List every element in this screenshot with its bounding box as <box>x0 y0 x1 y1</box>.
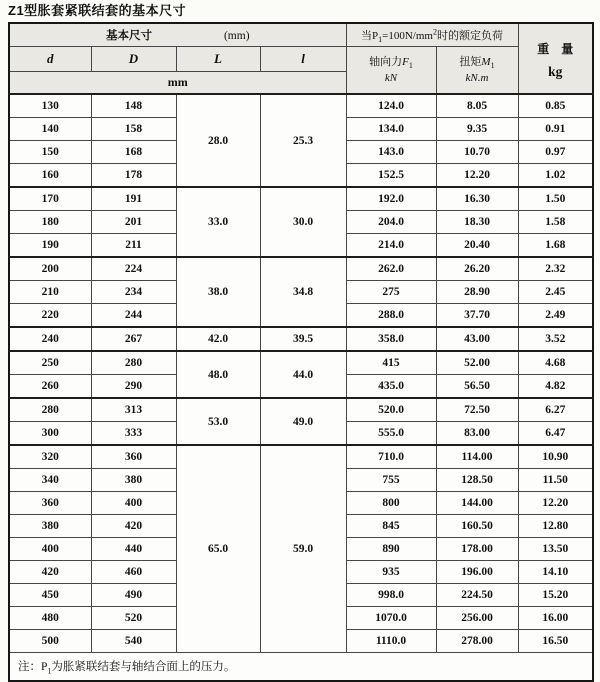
page <box>0 3 600 682</box>
axial-force-label <box>347 54 436 70</box>
cell-D: 440 <box>91 538 176 561</box>
cell-weight: 11.50 <box>518 469 593 492</box>
table-row <box>9 257 593 281</box>
cell-torque: 10.70 <box>436 141 518 164</box>
cell-torque: 144.00 <box>436 492 518 515</box>
cell-L: 48.0 <box>176 351 260 398</box>
cell-d: 250 <box>9 351 91 375</box>
cell-axial-force: 755 <box>346 469 436 492</box>
cell-torque: 256.00 <box>436 607 518 630</box>
cell-L: 38.0 <box>176 257 260 327</box>
cell-D: 168 <box>91 141 176 164</box>
cell-axial-force: 1110.0 <box>346 630 436 653</box>
cell-d: 180 <box>9 211 91 234</box>
cell-D: 313 <box>91 398 176 422</box>
cell-weight: 4.68 <box>518 351 593 375</box>
cell-d: 400 <box>9 538 91 561</box>
table-row <box>9 398 593 422</box>
cell-D: 490 <box>91 584 176 607</box>
header-torque <box>436 47 518 95</box>
cell-D: 224 <box>91 257 176 281</box>
cell-D: 234 <box>91 281 176 304</box>
cell-d: 300 <box>9 422 91 446</box>
cell-d: 220 <box>9 304 91 328</box>
cell-torque: 114.00 <box>436 445 518 469</box>
cell-torque: 160.50 <box>436 515 518 538</box>
pressure-subscript: 1 <box>378 35 383 45</box>
weight-unit: kg <box>548 63 563 79</box>
cell-torque: 37.70 <box>436 304 518 328</box>
cell-axial-force: 710.0 <box>346 445 436 469</box>
cell-weight: 13.50 <box>518 538 593 561</box>
cell-torque: 224.50 <box>436 584 518 607</box>
cell-d: 170 <box>9 187 91 211</box>
cell-axial-force: 800 <box>346 492 436 515</box>
cell-axial-force: 998.0 <box>346 584 436 607</box>
mm-squared-superscript: 2 <box>432 27 437 37</box>
table-body <box>9 94 593 653</box>
header-row-2 <box>9 47 593 72</box>
header-row-1 <box>9 23 593 47</box>
cell-axial-force: 935 <box>346 561 436 584</box>
torque-label <box>437 54 518 70</box>
rated-load-equation: =100N/mm <box>382 30 433 42</box>
table-row <box>9 327 593 351</box>
cell-weight: 10.90 <box>518 445 593 469</box>
cell-torque: 52.00 <box>436 351 518 375</box>
cell-weight: 0.85 <box>518 94 593 118</box>
cell-D: 360 <box>91 445 176 469</box>
header-col-D: D <box>91 47 176 72</box>
cell-axial-force: 1070.0 <box>346 607 436 630</box>
cell-d: 190 <box>9 234 91 258</box>
cell-l: 44.0 <box>260 351 346 398</box>
cell-weight: 12.20 <box>518 492 593 515</box>
cell-D: 380 <box>91 469 176 492</box>
header-col-l: l <box>260 47 346 72</box>
cell-l: 39.5 <box>260 327 346 351</box>
cell-d: 150 <box>9 141 91 164</box>
cell-torque: 83.00 <box>436 422 518 446</box>
cell-axial-force: 124.0 <box>346 94 436 118</box>
cell-weight: 14.10 <box>518 561 593 584</box>
cell-weight: 1.50 <box>518 187 593 211</box>
cell-D: 280 <box>91 351 176 375</box>
cell-axial-force: 204.0 <box>346 211 436 234</box>
cell-D: 460 <box>91 561 176 584</box>
cell-d: 450 <box>9 584 91 607</box>
table-row <box>9 351 593 375</box>
cell-D: 420 <box>91 515 176 538</box>
note-pressure-subscript: 1 <box>47 666 52 676</box>
header-col-d: d <box>9 47 91 72</box>
cell-axial-force: 275 <box>346 281 436 304</box>
axial-force-subscript: 1 <box>408 61 413 71</box>
cell-l: 25.3 <box>260 94 346 187</box>
cell-weight: 3.52 <box>518 327 593 351</box>
cell-d: 140 <box>9 118 91 141</box>
cell-axial-force: 143.0 <box>346 141 436 164</box>
axial-force-unit: kN <box>384 72 398 84</box>
cell-d: 340 <box>9 469 91 492</box>
spec-table <box>8 22 594 682</box>
cell-D: 201 <box>91 211 176 234</box>
table-row <box>9 187 593 211</box>
cell-L: 42.0 <box>176 327 260 351</box>
table-row <box>9 445 593 469</box>
cell-axial-force: 358.0 <box>346 327 436 351</box>
cell-l: 49.0 <box>260 398 346 445</box>
cell-torque: 278.00 <box>436 630 518 653</box>
cell-l: 59.0 <box>260 445 346 653</box>
torque-subscript: 1 <box>490 61 495 71</box>
cell-weight: 1.68 <box>518 234 593 258</box>
note-prefix: 注： <box>18 661 41 673</box>
axial-force-symbol: F <box>402 56 409 68</box>
cell-weight: 0.91 <box>518 118 593 141</box>
cell-l: 30.0 <box>260 187 346 257</box>
cell-d: 260 <box>9 375 91 399</box>
cell-D: 178 <box>91 164 176 188</box>
cell-torque: 28.90 <box>436 281 518 304</box>
cell-d: 130 <box>9 94 91 118</box>
cell-axial-force: 415 <box>346 351 436 375</box>
cell-d: 500 <box>9 630 91 653</box>
page-title: Z1型胀套紧联结套的基本尺寸 <box>8 3 187 18</box>
cell-l: 34.8 <box>260 257 346 327</box>
cell-weight: 2.32 <box>518 257 593 281</box>
cell-torque: 12.20 <box>436 164 518 188</box>
cell-torque: 18.30 <box>436 211 518 234</box>
cell-D: 211 <box>91 234 176 258</box>
header-weight <box>518 23 593 94</box>
cell-axial-force: 152.5 <box>346 164 436 188</box>
cell-weight: 2.49 <box>518 304 593 328</box>
cell-L: 33.0 <box>176 187 260 257</box>
cell-weight: 6.27 <box>518 398 593 422</box>
cell-D: 520 <box>91 607 176 630</box>
cell-weight: 15.20 <box>518 584 593 607</box>
cell-axial-force: 890 <box>346 538 436 561</box>
basic-dims-label: 基本尺寸 <box>105 30 152 42</box>
cell-torque: 26.20 <box>436 257 518 281</box>
torque-symbol: M <box>481 56 491 68</box>
cell-torque: 56.50 <box>436 375 518 399</box>
cell-torque: 16.30 <box>436 187 518 211</box>
cell-D: 158 <box>91 118 176 141</box>
cell-torque: 43.00 <box>436 327 518 351</box>
table-row <box>9 94 593 118</box>
cell-torque: 72.50 <box>436 398 518 422</box>
torque-unit: kN.m <box>465 72 489 84</box>
cell-weight: 0.97 <box>518 141 593 164</box>
cell-torque: 8.05 <box>436 94 518 118</box>
cell-weight: 16.00 <box>518 607 593 630</box>
cell-axial-force: 288.0 <box>346 304 436 328</box>
basic-dims-unit: (mm) <box>223 30 250 42</box>
cell-d: 320 <box>9 445 91 469</box>
cell-d: 480 <box>9 607 91 630</box>
weight-label: 重 量 <box>537 41 574 56</box>
cell-axial-force: 845 <box>346 515 436 538</box>
torque-cn: 扭矩 <box>459 56 482 68</box>
cell-d: 240 <box>9 327 91 351</box>
cell-d: 280 <box>9 398 91 422</box>
axial-force-cn: 轴向力 <box>369 56 403 68</box>
note-text: 为胀紧联结套与轴结合面上的压力。 <box>51 661 236 673</box>
cell-d: 210 <box>9 281 91 304</box>
cell-L: 65.0 <box>176 445 260 653</box>
cell-weight: 6.47 <box>518 422 593 446</box>
cell-D: 290 <box>91 375 176 399</box>
cell-weight: 12.80 <box>518 515 593 538</box>
cell-weight: 16.50 <box>518 630 593 653</box>
cell-weight: 4.82 <box>518 375 593 399</box>
cell-axial-force: 134.0 <box>346 118 436 141</box>
cell-axial-force: 435.0 <box>346 375 436 399</box>
note-pressure-symbol: P <box>41 661 48 673</box>
cell-d: 380 <box>9 515 91 538</box>
table-header <box>9 23 593 94</box>
cell-D: 267 <box>91 327 176 351</box>
cell-axial-force: 262.0 <box>346 257 436 281</box>
cell-weight: 1.02 <box>518 164 593 188</box>
cell-axial-force: 520.0 <box>346 398 436 422</box>
cell-torque: 128.50 <box>436 469 518 492</box>
cell-D: 191 <box>91 187 176 211</box>
pressure-symbol: P <box>372 30 379 42</box>
cell-torque: 178.00 <box>436 538 518 561</box>
cell-weight: 1.58 <box>518 211 593 234</box>
cell-axial-force: 192.0 <box>346 187 436 211</box>
cell-axial-force: 214.0 <box>346 234 436 258</box>
cell-D: 244 <box>91 304 176 328</box>
cell-d: 200 <box>9 257 91 281</box>
cell-d: 160 <box>9 164 91 188</box>
cell-L: 28.0 <box>176 94 260 187</box>
cell-D: 400 <box>91 492 176 515</box>
cell-D: 148 <box>91 94 176 118</box>
cell-axial-force: 555.0 <box>346 422 436 446</box>
cell-L: 53.0 <box>176 398 260 445</box>
header-rated-load <box>346 23 518 47</box>
cell-D: 540 <box>91 630 176 653</box>
cell-D: 333 <box>91 422 176 446</box>
rated-load-text: 当 <box>361 30 373 42</box>
header-basic-dimensions <box>9 23 346 47</box>
rated-load-text-tail: 时的额定负荷 <box>436 30 503 42</box>
cell-weight: 2.45 <box>518 281 593 304</box>
cell-torque: 9.35 <box>436 118 518 141</box>
header-mm-unit: mm <box>9 72 346 95</box>
cell-torque: 20.40 <box>436 234 518 258</box>
cell-d: 360 <box>9 492 91 515</box>
cell-torque: 196.00 <box>436 561 518 584</box>
header-axial-force <box>346 47 436 95</box>
cell-d: 420 <box>9 561 91 584</box>
header-col-L: L <box>176 47 260 72</box>
